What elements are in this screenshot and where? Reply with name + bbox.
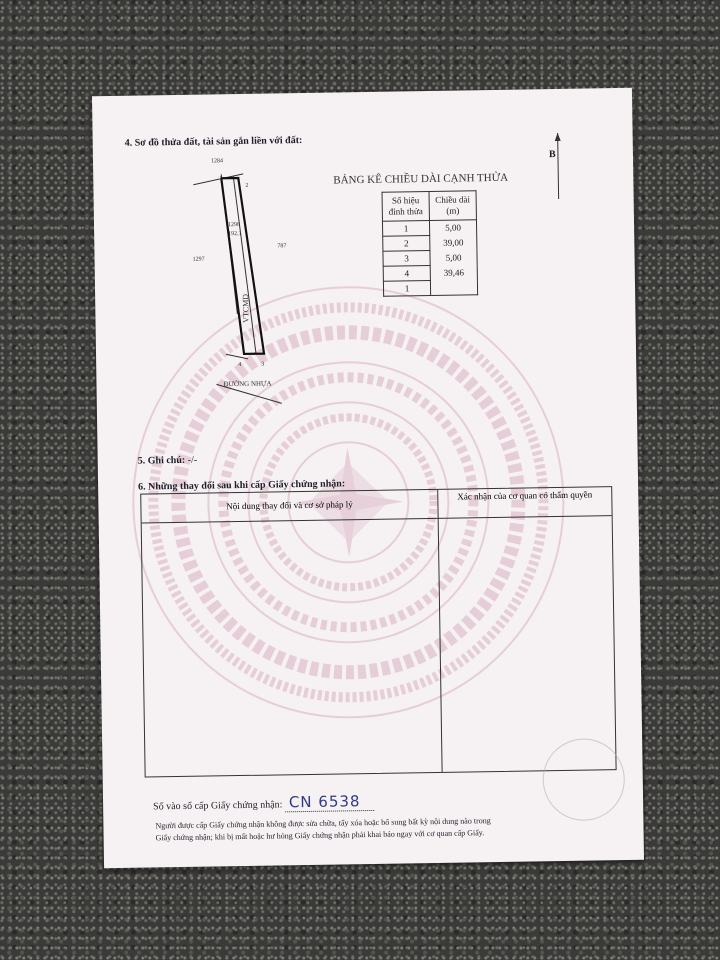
edge-col-point-header: Số hiệu đỉnh thửa: [382, 192, 429, 222]
vertex-1: 1: [219, 176, 223, 183]
north-arrow-icon: [548, 131, 569, 201]
notice-line-1: Người được cấp Giấy chứng nhận không được sửa chữa, tẩy xóa hoặc bổ sung bất kỳ nội dung nào trong: [155, 816, 491, 831]
changes-col-content: Nội dung thay đổi và cơ sở pháp lý: [226, 499, 353, 512]
certificate-page: [92, 88, 644, 868]
table-row: [383, 265, 477, 281]
label-area: 192,1: [228, 230, 242, 238]
label-left-neighbor: 1297: [192, 256, 205, 263]
stamp-seal-icon: [542, 738, 625, 821]
register-line: [153, 792, 375, 813]
notice-line-2: Giấy chứng nhận; khi bị mất hoặc hư hỏng Giấy chứng nhận phải khai báo ngay với cơ quan cấp Giấy.: [155, 828, 485, 843]
changes-col-confirmation: Xác nhận của cơ quan có thẩm quyền: [457, 489, 593, 502]
length-cell: 5,00: [429, 220, 476, 236]
edge-length-table: [382, 190, 479, 296]
point-cell: 1: [382, 221, 429, 237]
road-label: ĐƯỜNG NHỰA: [223, 379, 272, 389]
table-row: [383, 235, 477, 251]
edge-table-title: BẢNG KÊ CHIỀU DÀI CẠNH THỬA: [333, 171, 509, 187]
label-land-use: VTCMD: [241, 293, 251, 323]
point-cell: 4: [383, 265, 430, 281]
section5-value: -/-: [187, 454, 198, 466]
vertex-4: 4: [238, 361, 242, 369]
register-label: Số vào sổ cấp Giấy chứng nhận:: [153, 799, 283, 813]
section6-title: 6. Những thay đổi sau khi cấp Giấy chứng nhận:: [138, 478, 346, 493]
vertex-3: 3: [261, 361, 265, 368]
edge-col-length-header: Chiều dài (m): [429, 191, 476, 221]
table-row: [383, 280, 477, 296]
north-label: B: [548, 149, 556, 161]
point-cell: 2: [383, 236, 430, 252]
section4-title: 4. Sơ đồ thửa đất, tài sản gắn liền với đất:: [124, 134, 303, 149]
point-cell: 1: [383, 280, 430, 296]
label-right-neighbor: 787: [277, 243, 287, 250]
length-cell: 39,00: [430, 235, 477, 251]
label-parcel-id: 1298: [227, 221, 241, 229]
vertex-2: 2: [245, 182, 249, 189]
length-cell: 5,00: [430, 250, 477, 266]
length-cell: 39,46: [430, 265, 477, 281]
section5-label: [138, 455, 198, 467]
register-number: CN 6538: [285, 792, 375, 812]
table-row: [382, 220, 476, 236]
parcel-diagram: [183, 163, 307, 415]
section5-title: 5. Ghi chú:: [137, 454, 186, 467]
point-cell: 3: [383, 250, 430, 266]
changes-table: [140, 486, 616, 777]
label-parcel-top: 1284: [210, 158, 224, 165]
table-row: [383, 250, 477, 266]
